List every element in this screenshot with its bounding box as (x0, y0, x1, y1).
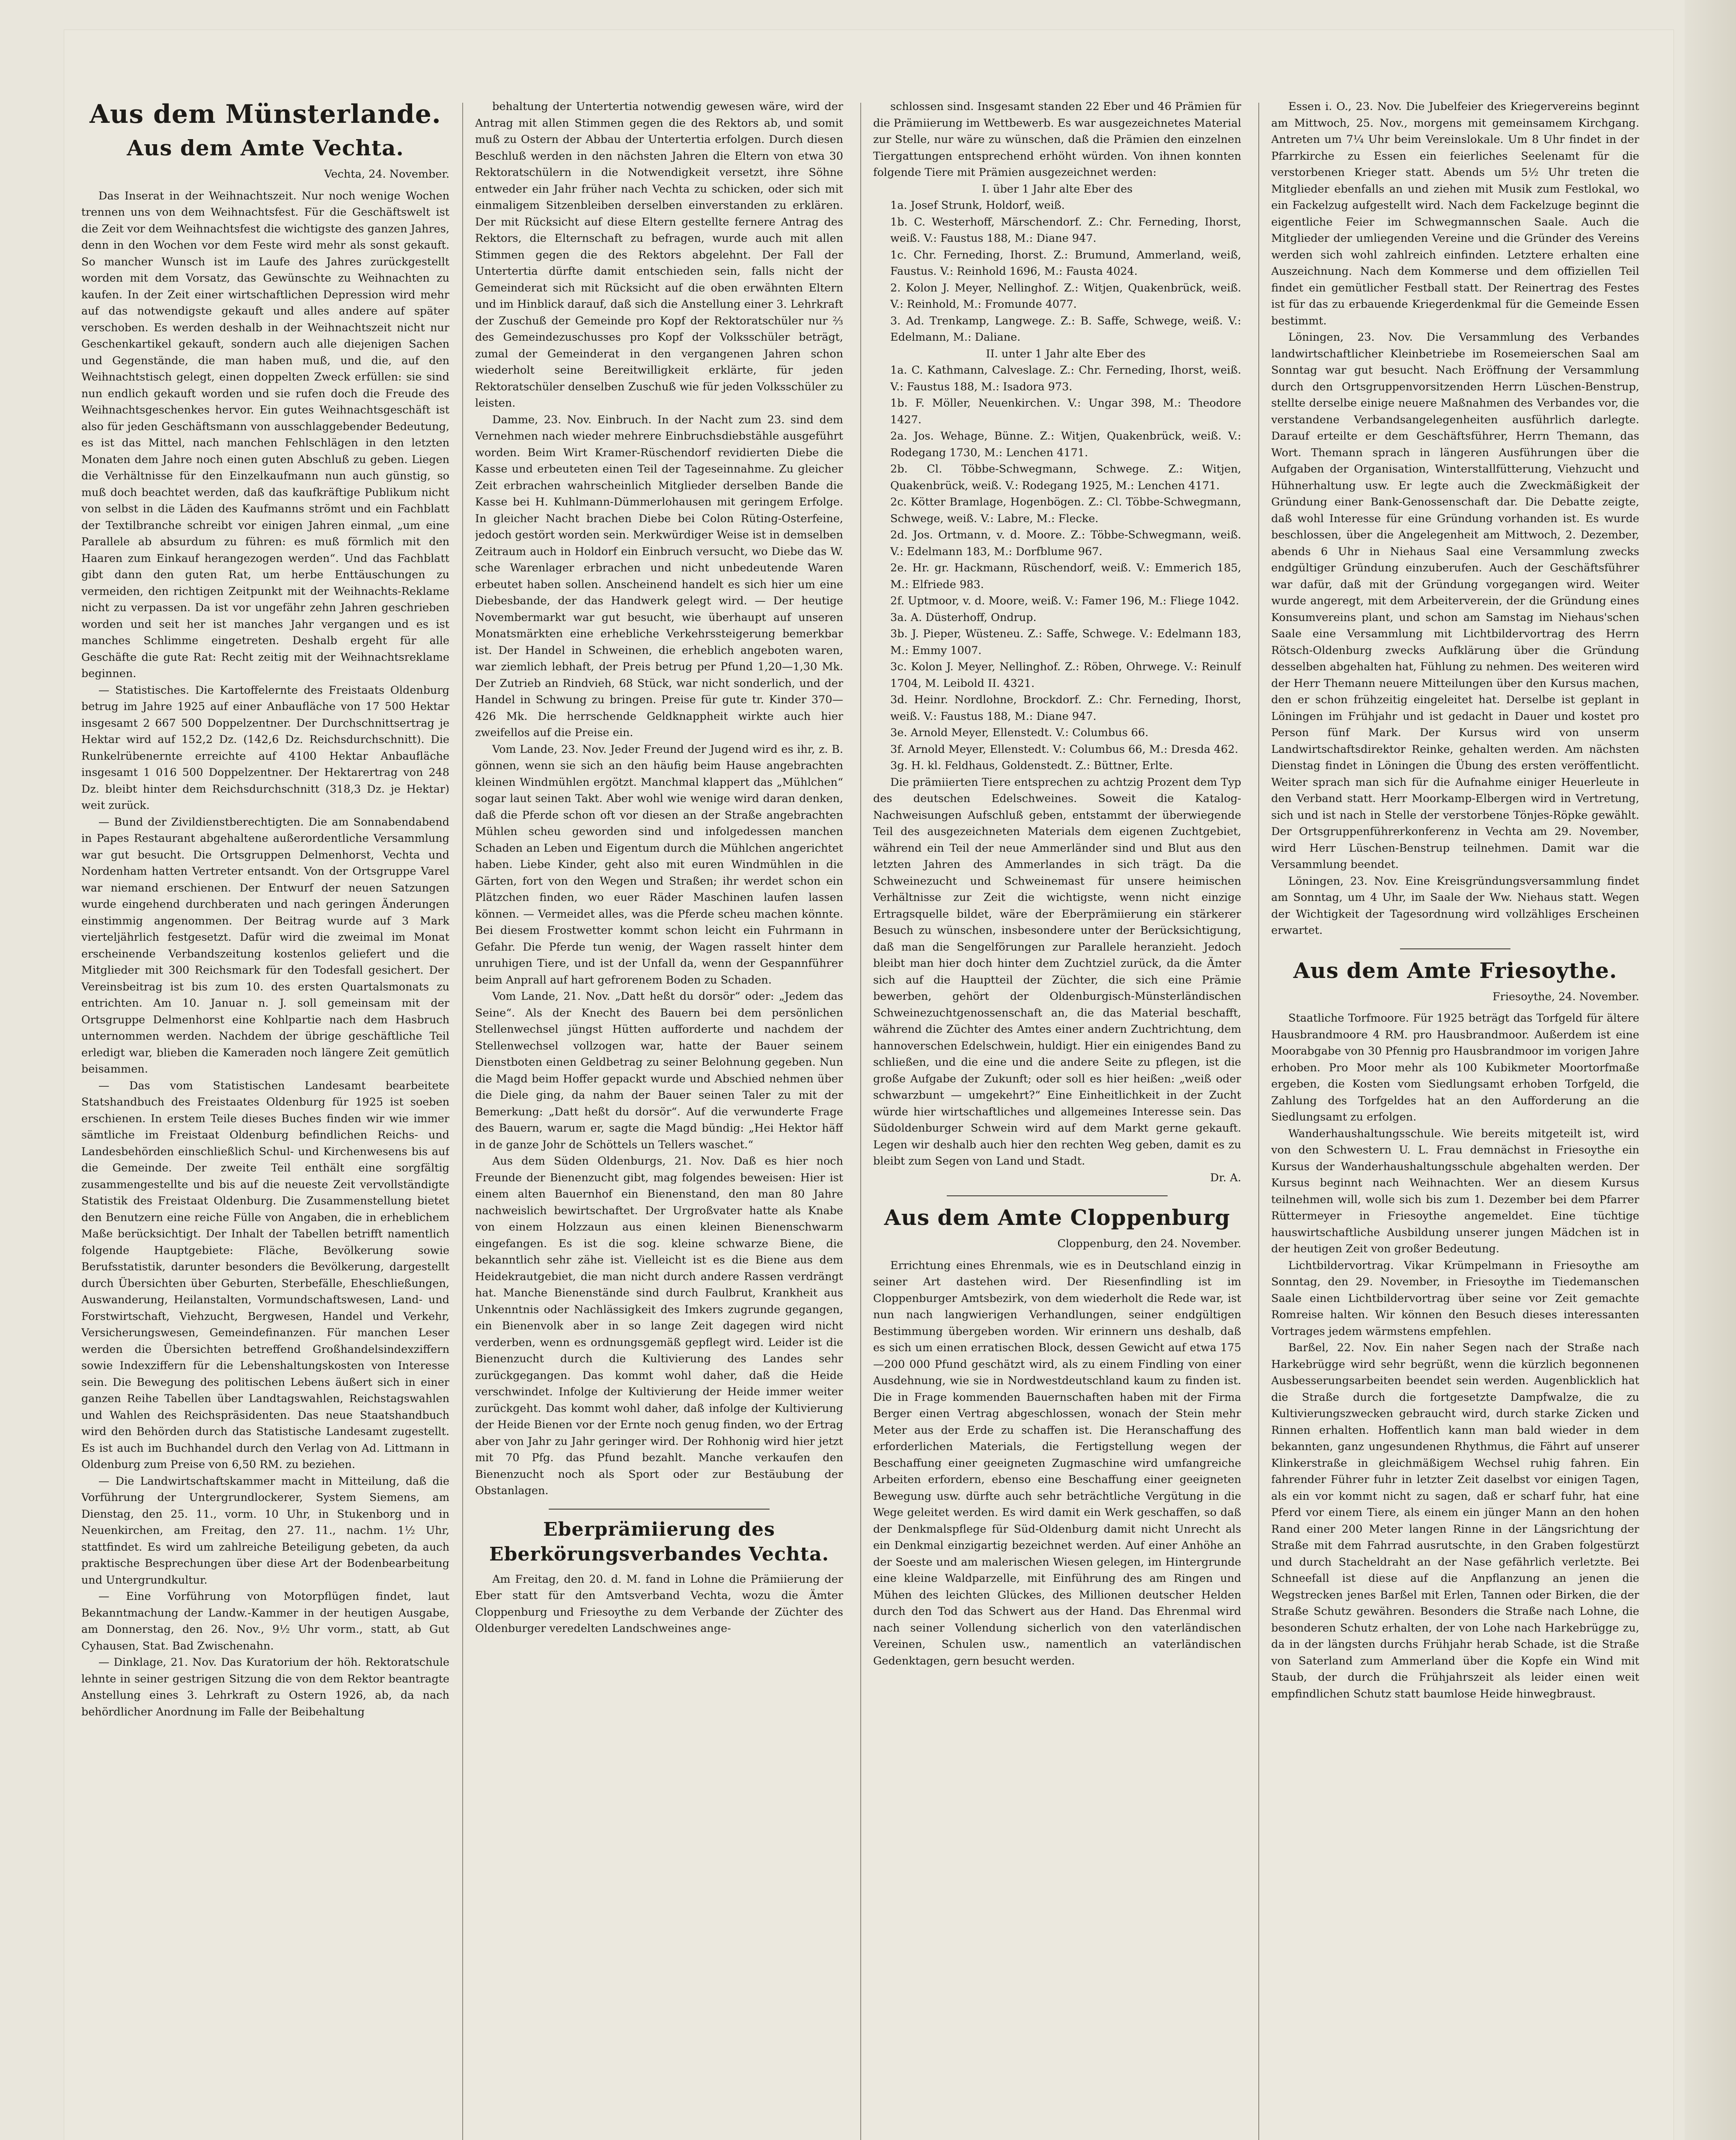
list-item: 1b. F. Möller, Neuenkirchen. V.: Ungar 398, M.: Theodore 1427. (890, 397, 1241, 426)
list-item: 3. Ad. Trenkamp, Langwege. Z.: B. Saffe, Schwege, weiß. V.: Edelmann, M.: Daliane. (890, 314, 1241, 344)
article-paragraph: — Dinklage, 21. Nov. Das Kuratorium der höh. Rektoratschule lehnte in seiner gestrigen Sitzung die von dem Rektor beantragte Anstellung eines 3. Lehrkraft zu Ostern 1926, ab, da nach behördlicher Anordnung im Falle der Beibehaltung (81, 1656, 449, 1718)
list-item: 2d. Jos. Ortmann, v. d. Moore. Z.: Többe-Schwegmann, weiß. V.: Edelmann 183, M.: Dorfblume 967. (890, 529, 1241, 558)
section-title-friesoythe: Aus dem Amte Friesoythe. (1293, 957, 1617, 983)
section-subtitle-vechta: Aus dem Amte Vechta. (127, 135, 404, 160)
article-paragraph: Das Inserat in der Weihnachtszeit. Nur noch wenige Wochen trennen uns von dem Weihnachtsfest. Für die Geschäftswelt ist die Zeit vor dem Weihnachtsfest die wichtigste des ganzen Jahres, denn in den Wochen vor dem Feste wird mehr als sonst gekauft. So mancher Wunsch ist im Laufe des Jahres zurückgestellt worden mit dem Vorsatz, das Gewünschte zu Weihnachten zu kaufen. In der Zeit einer wirtschaftlichen Depression wird mehr auf das notwendigste gekauft und alles andere auf später verschoben. Es werden deshalb in der Weihnachtszeit nicht nur Geschenkartikel gekauft, sondern auch alle diejenigen Sachen und Gegenstände, die man haben muß, und die, auf den Weihnachtstisch gelegt, einen doppelten Zweck erfüllen: sie sind nun endlich gekauft worden und sie rufen doch die Freude des Weihnachtsgeschenkes hervor. Ein gutes Weihnachtsgeschäft ist also für jeden Geschäftsmann von ausschlaggebender Bedeutung, es ist das Mittel, nach manchen Fehlschlägen in den letzten Monaten dem Jahre noch einen guten Abschluß zu geben. Liegen die Verhältnisse für den Einzelkaufmann nun auch günstig, so muß doch beachtet werden, daß das kaufkräftige Publikum nicht von selbst in die Läden des Kaufmanns strömt und ein Fachblatt der Textilbranche schreibt vor einigen Jahren einmal, „um eine Parallele ab absurdum zu führen: es muß förmlich mit den Haaren zum Einkauf herangezogen werden“. Und das Fachblatt gibt dann den guten Rat, um herbe Enttäuschungen zu vermeiden, den richtigen Zeitpunkt mit der Weihnachts-Reklame nicht zu verpassen. Da ist vor ungefähr zehn Jahren geschrieben worden und seit her ist manches Jahr vergangen und es ist manches Schlimme eingetreten. Deshalb ergeht für alle Geschäfte die gute Rat: Recht zeitig mit der Weihnachtsreklame beginnen. (81, 189, 449, 680)
dateline: Cloppenburg, den 24. November. (1057, 1237, 1241, 1250)
article-paragraph: Staatliche Torfmoore. Für 1925 beträgt das Torfgeld für ältere Hausbrandmoore 4 RM. pro Hausbrandmoor. Außerdem ist eine Moorabgabe von 30 Pfennig pro Hausbrandmoor im vorigen Jahre erhoben. Pro Moor mehr als 100 Kubikmeter Moortorfmaße ergeben, die Kosten vom Siedlungsamt erhoben Torfgeld, die Zahlung des Torfgeldes hat an den Aufforderung an die Siedlungsamt zu erfolgen. (1271, 1012, 1639, 1124)
list-item: 2b. Cl. Többe-Schwegmann, Schwege. Z.: Witjen, Quakenbrück, weiß. V.: Rodegang 1925, M.: Lenchen 4171. (890, 463, 1241, 492)
article-paragraph: Vom Lande, 21. Nov. „Datt heßt du dorsör“ oder: „Jedem das Seine“. Als der Knecht des Bauern bei dem persönlichen Stellenwechsel jüngst Hütten aufforderte und nachdem der Stellenwechsel vollzogen war, hatte der Bauer seinem Dienstboten einen Geldbetrag zu seiner Belohnung gegeben. Nun die Magd beim Hoffer gepackt wurde und Abschied nehmen über die Diele ging, da nahm der Bauer seinen Taler zu mit der Bemerkung: „Datt heßt du dorsör“. Auf die verwunderte Frage des Bauern, warum er, sagte die Magd bündig: „Hei Hektor häff in de ganze Johr de Schöttels un Tellers waschet.“ (475, 990, 843, 1151)
section-divider (549, 1509, 770, 1510)
list-item: 3e. Arnold Meyer, Ellenstedt. V.: Columbus 66. (890, 726, 1149, 739)
list-item: 2c. Kötter Bramlage, Hogenbögen. Z.: Cl. Többe-Schwegmann, Schwege, weiß. V.: Labre, M.: Flecke. (890, 496, 1241, 525)
list-item: 3a. A. Düsterhoff, Ondrup. (890, 611, 1037, 624)
column-1 (81, 98, 449, 2140)
list-item: 1a. Josef Strunk, Holdorf, weiß. (890, 199, 1065, 212)
list-item: 3b. J. Pieper, Wüsteneu. Z.: Saffe, Schwege. V.: Edelmann 183, M.: Emmy 1007. (890, 627, 1241, 657)
column-rule (860, 103, 861, 2140)
list-item: 1a. C. Kathmann, Calveslage. Z.: Chr. Ferneding, Ihorst, weiß. V.: Faustus 188, M.: Isadora 973. (890, 364, 1241, 393)
article-paragraph: — Die Landwirtschaftskammer macht in Mitteilung, daß die Vorführung der Untergrundlockerer, System Siemens, am Dienstag, den 25. 11., vorm. 10 Uhr, in Stukenborg und in Neuenkirchen, am Freitag, den 27. 11., nachm. 1½ Uhr, stattfindet. Es wird um zahlreiche Beteiligung gebeten, da auch praktische Besprechungen über diese Art der Bodenbearbeitung und Untergrundkultur. (81, 1474, 449, 1587)
page-edge (1685, 0, 1736, 2140)
article-paragraph: Vom Lande, 23. Nov. Jeder Freund der Jugend wird es ihr, z. B. gönnen, wenn sie sich an den häufig beim Hause angebrachten kleinen Windmühlen ergötzt. Manchmal klappert das „Mühlchen“ sogar laut seinen Takt. Aber wohl wie wenige wird daran denken, daß die Pferde schon oft vor diesen an der Straße angebrachten Mühlen scheu geworden sind und infolgedessen manchen Schaden an Leben und Eigentum durch die Mühlchen angerichtet haben. Liebe Kinder, geht also mit euren Windmühlen in die Gärten, fort von den Wegen und Straßen; ihr werdet schon ein Plätzchen finden, wo euer Räder Maschinen laufen lassen können. — Vermeidet alles, was die Pferde scheu machen könnte. Bei diesem Frostwetter kommt schon leicht ein Fuhrmann in Gefahr. Die Pferde tun wenig, der Wagen rasselt hinter dem unruhigen Tiere, und ist der Unfall da, wenn der Gespannführer beim Anprall auf hart gefrorenem Boden zu Schaden. (475, 743, 843, 987)
list-item: 3c. Kolon J. Meyer, Nellinghof. Z.: Röben, Ohrwege. V.: Reinulf 1704, M. Leibold II. 4321. (890, 660, 1241, 690)
column-2 (475, 98, 843, 2140)
list-heading: I. über 1 Jahr alte Eber des (981, 182, 1133, 196)
article-paragraph: — Bund der Zivildienstberechtigten. Die am Sonnabendabend in Papes Restaurant abgehaltene außerordentliche Versammlung war gut besucht. Die Ortsgruppen Delmenhorst, Vechta und Nordenham hatten Vertreter entsandt. Von der Ortsgruppe Varel war niemand erschienen. Der Entwurf der neuen Satzungen wurde eingehend durchberaten und nach geringen Änderungen einstimmig angenommen. Der Beitrag wurde auf 3 Mark vierteljährlich festgesetzt. Dafür wird die zweimal im Monat erscheinende Verbandszeitung kostenlos geliefert und die Mitglieder mit 300 Reichsmark für den Todesfall gesichert. Der Vereinsbeitrag ist bis zum 10. des ersten Quartalsmonats zu entrichten. Am 10. Januar n. J. soll gemeinsam mit der Ortsgruppe Delmenhorst eine Kohlpartie nach dem Hasbruch unternommen werden. Nachdem der übrige geschäftliche Teil erledigt war, blieben die Kameraden noch längere Zeit gemütlich beisammen. (81, 815, 449, 1076)
section-divider (947, 1195, 1168, 1196)
article-paragraph: Löningen, 23. Nov. Die Versammlung des Verbandes landwirtschaftlicher Kleinbetriebe im Rosemeierschen Saal am Sonntag war gut besucht. Nach Eröffnung der Versammlung durch den Ortsgruppenvorsitzenden Herrn Lüschen-Benstrup, stellte derselbe einige neuere Maßnahmen des Verbandes vor, die verstandene Verbandsangelegenheiten ausführlich darlegte. Darauf erteilte er dem Geschäftsführer, Herrn Themann, das Wort. Themann sprach in längeren Ausführungen über die Aufgaben der Organisation, Winterstallfütterung, Viehzucht und Hühnerhaltung usw. Er legte auch die Zweckmäßigkeit der Gründung einer Bank-Genossenschaft dar. Die Debatte zeigte, daß wohl Interesse für eine Gründung vorhanden ist. Es wurde beschlossen, über die Angelegenheit am Mittwoch, 2. Dezember, abends 6 Uhr in Niehaus Saal eine Versammlung zwecks endgültiger Gründung einzuberufen. Auch der Geschäftsführer war dafür, daß mit der Gründung vorgegangen wird. Weiter wurde angeregt, mit dem Arbeiterverein, der die Gründung eines Konsumvereins plant, und schon am Samstag im Niehaus'schen Saale eine Versammlung mit Lichtbildervortrag des Herrn Rötsch-Oldenburg zwecks Aufklärung über die Gründung desselben abgehalten hat, Fühlung zu nehmen. Des weiteren wird der Herr Themann neuere Mitteilungen über den Kursus machen, den er schon frühzeitig eingeleitet hat. Derselbe ist geplant in Löningen im Frühjahr und ist gedacht in Dauer und kostet pro Person fünf Mark. Der Kursus wird von unserm Landwirtschaftsdirektor Reinke, gehalten werden. Am nächsten Dienstag findet in Löningen die Übung des ersten veröffentlicht. Weiter sprach man sich für die Aufnahme einiger Heuerleute in den Verband statt. Herr Moorkamp-Elbergen wird in Vertretung, sich und ist nach in Stelle der verstorbene Tönjes-Röpke gewählt. Der Ortsgruppenführerkonferenz in Vechta am 29. November, wird Herr Lüschen-Benstrup teilnehmen. Damit war die Versammlung beendet. (1271, 331, 1639, 871)
author-signature: Dr. A. (1210, 1171, 1241, 1184)
article-paragraph: Errichtung eines Ehrenmals, wie es in Deutschland einzig in seiner Art dastehen wird. Der Riesenfindling ist im Cloppenburger Amtsbezirk, von dem wiederholt die Rede war, ist nun nach langwierigen Verhandlungen, seiner endgültigen Bestimmung übergeben worden. Wir erinnern uns deshalb, daß es sich um einen erratischen Block, dessen Gewicht auf etwa 175—200 000 Pfund geschätzt wird, als zu einem Findling von einer Ausdehnung, wie sie in Nordwestdeutschland kaum zu finden ist. Die in Frage kommenden Bauernschaften haben mit der Firma Berger einen Vertrag abgeschlossen, wonach der Stein mehr Meter aus der Erde zu schaffen ist. Die Heranschaffung des erforderlichen Materials, die Fertigstellung wegen der Beschaffung einer geeigneten Zugmaschine wird umfangreiche Arbeiten erfordern, ebenso eine Beschaffung einer geeigneten Bewegung usw. dürfte auch sehr beträchtliche Vergütung in die Wege geleitet werden. Es wird damit ein Werk geschaffen, so daß der Denkmalspflege für Süd-Oldenburg damit nicht Unrecht als ein Denkmal einzigartig bezeichnet werden. Auf einer Anhöhe an der Soeste und am malerischen Wiesen gelegen, im Hintergrunde eine kleine Waldparzelle, mit Einführung des am Ringen und Mühen des leichten Glückes, des Millionen deutscher Helden durch den Tod das Schwert aus der Hand. Das Ehrenmal wird nach seiner Vollendung sicherlich von den vaterländischen Vereinen, Schulen usw., namentlich an vaterländischen Gedenktagen, gern besucht werden. (873, 1259, 1241, 1667)
list-item: 2. Kolon J. Meyer, Nellinghof. Z.: Witjen, Quakenbrück, weiß. V.: Reinhold, M.: Fromunde 4077. (890, 281, 1241, 311)
list-item: 2e. Hr. gr. Hackmann, Rüschendorf, weiß. V.: Emmerich 185, M.: Elfriede 983. (890, 562, 1241, 591)
list-item: 1c. Chr. Ferneding, Ihorst. Z.: Brumund, Ammerland, weiß, Faustus. V.: Reinhold 1696, M.: Fausta 4024. (890, 248, 1241, 278)
dateline: Vechta, 24. November. (324, 168, 449, 181)
headline-eberpraemiierung: Eberprämiierung des Eberkörungsverbandes Vechta. (489, 1518, 829, 1565)
column-3 (873, 98, 1241, 2140)
list-item: 3d. Heinr. Nordlohne, Brockdorf. Z.: Chr. Ferneding, Ihorst, weiß. V.: Faustus 188, M.: Diane 947. (890, 693, 1241, 723)
list-heading: II. unter 1 Jahr alte Eber des (986, 347, 1146, 360)
list-item: 2f. Uptmoor, v. d. Moore, weiß. V.: Famer 196, M.: Fliege 1042. (890, 594, 1240, 607)
article-paragraph: Wanderhaushaltungsschule. Wie bereits mitgeteilt ist, wird von den Schwestern U. L. Frau demnächst in Friesoythe ein Kursus der Wanderhaushaltungsschule abgehalten werden. Der Kursus beginnt nach Weihnachten. Wer an diesem Kursus teilnehmen will, wolle sich bis zum 1. Dezember bei dem Pfarrer Rüttermeyer in Friesoythe angemeldet. Eine tüchtige hauswirtschaftliche Ausbildung unserer jungen Mädchen ist in der heutigen Zeit von großer Bedeutung. (1271, 1127, 1639, 1255)
article-paragraph: Damme, 23. Nov. Einbruch. In der Nacht zum 23. sind dem Vernehmen nach wieder mehrere Einbruchsdiebstähle ausgeführt worden. Beim Wirt Kramer-Rüschendorf revidierten Diebe die Kasse und erbeuteten einen Teil der Tageseinnahme. Zu gleicher Zeit erbrachen wahrscheinlich Mitglieder derselben Bande die Kasse bei H. Kuhlmann-Dümmerlohausen mit geringem Erfolge. In gleicher Nacht brachen Diebe bei Colon Rüting-Osterfeine, jedoch gestört worden sein. Merkwürdiger Weise ist in demselben Zeitraum auch in Holdorf ein Einbruch versucht, wo Diebe das W. sche Warenlager erbrachen und nicht unbedeutende Waren erbeutet haben sollen. Anscheinend handelt es sich hier um eine Diebesbande, der das Handwerk gelegt wird. — Der heutige Novembermarkt war gut besucht, wie überhaupt auf unseren Monatsmärkten eine erhebliche Verkehrssteigerung bemerkbar ist. Der Handel in Schweinen, die erheblich angeboten waren, war ziemlich lebhaft, der Preis betrug per Pfund 1,20—1,30 Mk. Der Zutrieb an Rindvieh, 68 Stück, war nicht sonderlich, und der Handel in Schwung zu bringen. Preise für gute tr. Kinder 370—426 Mk. Die herrschende Geldknappheit wirkte auch hier zweifellos auf die Preise ein. (475, 413, 843, 739)
article-paragraph: Die prämiierten Tiere entsprechen zu achtzig Prozent dem Typ des deutschen Edelschweines. Soweit die Katalog-Nachweisungen Aufschluß geben, entstammt der überwiegende Teil des ausgezeichneten Materials dem eigenen Zuchtgebiet, während ein Teil der neue Ammerländer sind und Blut aus den letzten Jahren des Ammerlandes in sich trägt. Da die Schweinezucht und Schweinemast für unsere heimischen Verhältnisse zur Zeit die wichtigste, wenn nicht einzige Ertragsquelle bildet, wäre der Eberprämiierung ein stärkerer Besuch zu wünschen, insbesondere unter der Berücksichtigung, daß man die Sengelförungen zur Parallele heranzieht. Jedoch bleibt man hier doch hinter dem Zuchtziel zurück, da die Ämter sich auf die Hauptteil der Züchter, die sich eine Prämie bewerben, gehört der Oldenburgisch-Münsterländischen Schweinezuchtgenossenschaft an, die das Material beschafft, während die Züchter des Amtes einer andern Zuchtrichtung, dem hannoverschen Edelschwein, huldigt. Hier ein einigendes Band zu schließen, und die eine und die andere Seite zu pflegen, ist die große Aufgabe der Zukunft; oder soll es hier heißen: „weiß oder schwarzbunt — umgekehrt?“ Eine Einheitlichkeit in der Zucht würde hier wirtschaftliches und allgemeines Interesse sein. Das Südoldenburger Schwein wird auf dem Markt gerne gekauft. Legen wir deshalb auch hier den rechten Weg geben, damit es zu bleibt zum Segen von Land und Stadt. (873, 776, 1241, 1168)
article-paragraph: Löningen, 23. Nov. Eine Kreisgründungsversammlung findet am Sonntag, um 4 Uhr, im Saale der Ww. Niehaus statt. Wegen der Wichtigkeit der Tagesordnung wird vollzähliges Erscheinen erwartet. (1271, 874, 1639, 937)
article-paragraph: Essen i. O., 23. Nov. Die Jubelfeier des Kriegervereins beginnt am Mittwoch, 25. Nov., morgens mit gemeinsamem Kirchgang. Antreten um 7¼ Uhr beim Vereinslokale. Um 8 Uhr findet in der Pfarrkirche zu Essen ein feierliches Seelenamt für die verstorbenen Krieger statt. Abends um 5½ Uhr treten die Mitglieder ebenfalls an und ziehen mit Musik zum Festlokal, wo ein Fackelzug aufgestellt wird. Nach dem Fackelzuge beginnt die eigentliche Feier im Schwegmannschen Saale. Auch die Mitglieder der umliegenden Vereine und die Gründer des Vereins werden sich wohl zahlreich einfinden. Letztere erhalten eine Auszeichnung. Nach dem Kommerse und dem offiziellen Teil findet ein gemütlicher Festball statt. Der Reinertrag des Festes ist für das zu erbauende Kriegerdenkmal für die Gemeinde Essen bestimmt. (1271, 100, 1639, 327)
section-title-muensterland: Aus dem Münsterlande. (89, 99, 441, 129)
article-paragraph: schlossen sind. Insgesamt standen 22 Eber und 46 Prämien für die Prämiierung im Wettbewerb. Es war ausgezeichnetes Material zur Stelle, nur wäre zu wünschen, daß die Prämien den einzelnen Tiergattungen entsprechend erhöht würden. Von ihnen konnten folgende Tiere mit Prämien ausgezeichnet werden: (873, 100, 1241, 179)
list-item: 1b. C. Westerhoff, Märschendorf. Z.: Chr. Ferneding, Ihorst, weiß. V.: Faustus 188, M.: Diane 947. (890, 215, 1241, 245)
article-paragraph: — Das vom Statistischen Landesamt bearbeitete Statshandbuch des Freistaates Oldenburg für 1925 ist soeben erschienen. In erstem Teile dieses Buches finden wir wie immer sämtliche im Freistaat Oldenburg befindlichen Reichs- und Landesbehörden einschließlich Schul- und Kirchenwesens bis auf die Gemeinde. Der zweite Teil enthält eine sorgfältig zusammengestellte und bis auf die neueste Zeit vervollständigte Statistik des Freistaat Oldenburg. Die Zusammenstellung bietet den Benutzern eine reiche Fülle von Angaben, die in erheblichem Maße berücksichtigt. Der Inhalt der Tabellen betrifft namentlich folgende Hauptgebiete: Fläche, Bevölkerung sowie Berufsstatistik, darunter besonders die Bevölkerung, dargestellt durch Übersichten über Geburten, Sterbefälle, Eheschließungen, Auswanderung, Heilanstalten, Vormundschaftswesen, Land- und Forstwirtschaft, Viehzucht, Bergwesen, Handel und Verkehr, Versicherungswesen, Gemeindefinanzen. Für manchen Leser werden die Übersichten betreffend Großhandelsindexziffern sowie Indexziffern für die Lebenshaltungskosten von Interesse sein. Die Bewegung des politischen Lebens äußert sich in einer ganzen Reihe Tabellen über Landtagswahlen, Reichstagswahlen und Wahlen des Reichspräsidenten. Das neue Staatshandbuch wird den Behörden durch das Statistische Landesamt zugestellt. Es ist auch im Buchhandel durch den Verlag von Ad. Littmann in Oldenburg zum Preise von 6,50 RM. zu beziehen. (81, 1079, 449, 1471)
prize-list (873, 197, 1241, 774)
section-divider (1400, 948, 1510, 949)
article-paragraph: Am Freitag, den 20. d. M. fand in Lohne die Prämiierung der Eber statt für den Amtsverband Vechta, wozu die Ämter Cloppenburg und Friesoythe zu dem Verbande der Züchter des Oldenburger veredelten Landschweines ange- (475, 1572, 843, 1635)
list-item: 3g. H. kl. Feldhaus, Goldenstedt. Z.: Büttner, Erlte. (890, 759, 1173, 772)
dateline: Friesoythe, 24. November. (1492, 990, 1639, 1003)
article-paragraph: Barßel, 22. Nov. Ein naher Segen nach der Straße nach Harkebrügge wird sehr begrüßt, wenn die kürzlich begonnenen Ausbesserungsarbeiten beendet sein werden. Augenblicklich hat die Straße durch die fortgesetzte Dampfwalze, die zu Kultivierungszwecken gebraucht wird, durch starke Zicken und Rinnen erhalten. Hoffentlich kann man bald wieder in dem bekannten, ganz ungesundenen Rhythmus, die Fährt auf unserer Klinkerstraße in gleichmäßigem Wechsel ruhig fahren. Ein fahrender Führer fuhr in letzter Zeit daselbst vor einigen Tagen, als ein vor kommt nicht zu sagen, daß er scharf fuhr, hat eine Pferd vor einem Tiere, als einem ein jünger Mann an den hohen Rand einer 200 Meter langen Rinne in der Längsrichtung der Straße mit dem Fahrrad ausrutschte, in den Graben folgestürzt und durch Stacheldraht an der Nase gefährlich verletzte. Bei Schneefall ist diese auf die Anpflanzung an jenen die Wegstrecken jenes Barßel mit Erlen, Tannen oder Birken, die der Straße Schutz gewähren. Besonders die Straße nach Lohne, die besonderen Schutz erhalten, der von Lohe nach Harkebrügge zu, da in der längsten durchs Frühjahr herab Schade, ist die Straße von Saterland zum Ammerland über die Kopfe ein Wind mit Staub, der durch die Frühjahrszeit als leider einen weit empfindlichen Schutz statt baumlose Heide hinwegbraust. (1271, 1341, 1639, 1700)
list-item: 3f. Arnold Meyer, Ellenstedt. V.: Columbus 66, M.: Dresda 462. (890, 743, 1238, 756)
column-4 (1271, 98, 1639, 2140)
article-paragraph: Lichtbildervortrag. Vikar Krümpelmann in Friesoythe am Sonntag, den 29. November, in Friesoythe im Tiedemanschen Saale einen Lichtbildervortrag über seine vor Zeit gemachte Romreise halten. Wir können den Besuch dieses interessanten Vortrages jedem wärmstens empfehlen. (1271, 1259, 1639, 1338)
column-rule (1258, 103, 1259, 2140)
list-item: 2a. Jos. Wehage, Bünne. Z.: Witjen, Quakenbrück, weiß. V.: Rodegang 1730, M.: Lenchen 4171. (890, 430, 1241, 459)
article-paragraph: — Eine Vorführung von Motorpflügen findet, laut Bekanntmachung der Landw.-Kammer in der heutigen Ausgabe, am Donnerstag, den 26. Nov., 9½ Uhr vorm., statt, ab Gut Cyhausen, Stat. Bad Zwischenahn. (81, 1590, 449, 1653)
article-paragraph: behaltung der Untertertia notwendig gewesen wäre, wird der Antrag mit allen Stimmen gegen die des Rektors ab, und somit muß zu Ostern der Abbau der Untertertia erfolgen. Durch diesen Beschluß werden in den nächsten Jahren die Eltern von etwa 30 Rektoratschülern in die Notwendigkeit versetzt, ihre Söhne entweder ein Jahr früher nach Vechta zu schicken, oder sich mit einmaligem Sitzenbleiben derselben einverstanden zu erklären. Der mit Rücksicht auf diese Eltern gestellte fernere Antrag des Rektors, die Elternschaft zu befragen, wurde auch mit allen Stimmen gegen die des Rektors abgelehnt. Der Fall der Untertertia dürfte damit entschieden sein, falls nicht der Gemeinderat sich mit Rücksicht auf die oben erwähnten Eltern und im Hinblick darauf, daß sich die Anstellung einer 3. Lehrkraft der Zuschuß der Gemeinde pro Kopf der Rektoratschüler nur ⅔ des Gemeindezuschusses pro Kopf der Volksschüler beträgt, zumal der Gemeinderat in den vergangenen Jahren schon wiederholt seine Bereitwilligkeit erklärte, für jeden Rektoratschüler denselben Zuschuß wie für jeden Volksschüler zu leisten. (475, 100, 843, 410)
column-rule (462, 103, 463, 2140)
article-paragraph: — Statistisches. Die Kartoffelernte des Freistaats Oldenburg betrug im Jahre 1925 auf einer Anbaufläche von 17 500 Hektar insgesamt 2 667 500 Doppelzentner. Der Durchschnittsertrag je Hektar wird auf 152,2 Dz. (142,6 Dz. Reichsdurchschnitt). Die Runkelrübenernte erreichte auf 4100 Hektar Anbaufläche insgesamt 1 016 500 Doppelzentner. Der Hektarertrag von 248 Dz. bleibt hinter dem Reichsdurchschnitt (318,3 Dz. je Hektar) weit zurück. (81, 684, 449, 812)
section-title-cloppenburg: Aus dem Amte Cloppenburg (884, 1205, 1231, 1230)
article-paragraph: Aus dem Süden Oldenburgs, 21. Nov. Daß es hier noch Freunde der Bienenzucht gibt, mag folgendes beweisen: Hier ist einem alten Bauernhof ein Bienenstand, den man 80 Jahre nachweislich bewirtschaftet. Der Urgroßvater hatte als Knabe von einem Holzzaun aus einen kleinen Bienenschwarm eingefangen. Es ist die sog. kleine schwarze Biene, die bekanntlich sehr zähe ist. Vielleicht ist es die Biene aus dem Heidekrautgebiet, die man nicht durch andere Rassen verdrängt hat. Manche Bienenstände sind durch Faulbrut, Krankheit aus Unkenntnis oder Nachlässigkeit des Imkers zugrunde gegangen, ein Bienenvolk aber in so lange Zeit dagegen wird nicht verderben, wenn es ordnungsgemäß gepflegt wird. Leider ist die Bienenzucht durch die Kultivierung des Landes sehr zurückgegangen. Das kommt wohl daher, daß die Heide verschwindet. Infolge der Kultivierung der Heide immer weiter zurückgeht. Das kommt wohl daher, daß infolge der Kultivierung der Heide Bienen vor der Ernte noch genug finden, wo der Ertrag aber von Jahr zu Jahr geringer wird. Der Rohhonig wird hier jetzt mit 70 Pfg. das Pfund bezahlt. Manche verkaufen den Bienenzucht noch als Sport oder zur Bestäubung der Obstanlagen. (475, 1155, 843, 1497)
